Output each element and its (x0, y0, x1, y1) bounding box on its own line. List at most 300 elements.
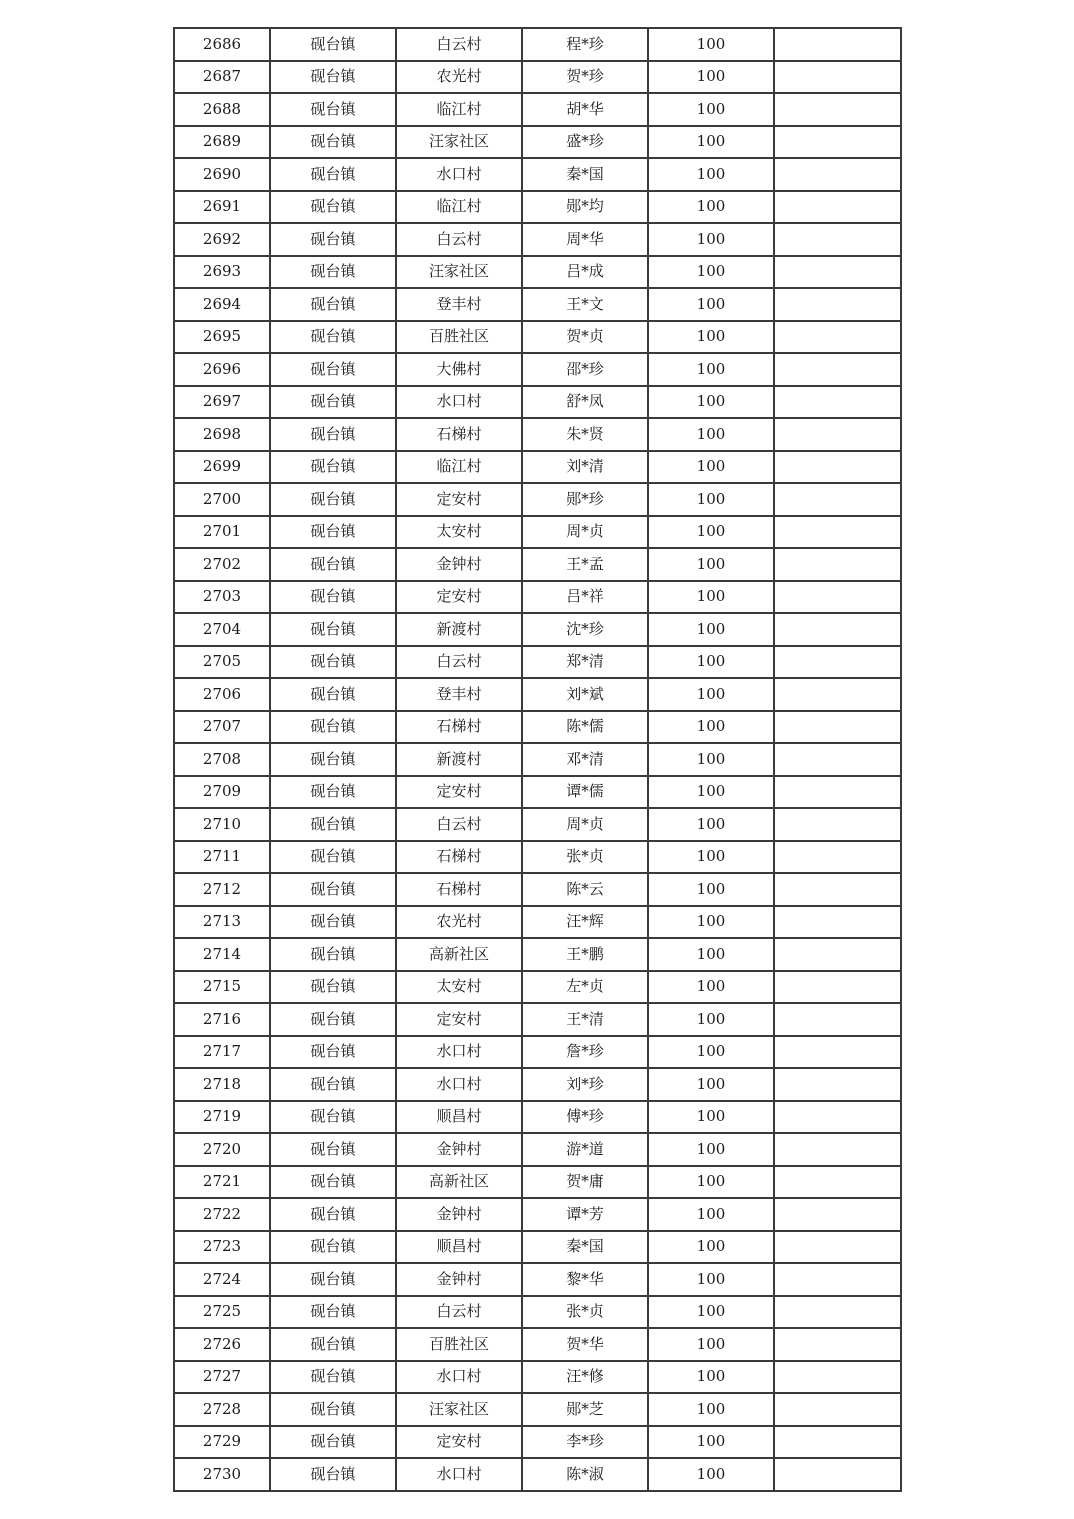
cell-amount: 100 (648, 1003, 774, 1036)
cell-town: 砚台镇 (270, 61, 396, 94)
cell-serial-number: 2713 (174, 906, 270, 939)
cell-remark (774, 1133, 901, 1166)
table-row (174, 678, 901, 711)
cell-village: 顺昌村 (396, 1231, 522, 1264)
cell-person-name: 陈*云 (522, 873, 648, 906)
table-row (174, 28, 901, 61)
table-row (174, 256, 901, 289)
cell-town: 砚台镇 (270, 1036, 396, 1069)
cell-town: 砚台镇 (270, 873, 396, 906)
cell-amount: 100 (648, 1101, 774, 1134)
cell-village: 新渡村 (396, 613, 522, 646)
cell-remark (774, 548, 901, 581)
cell-town: 砚台镇 (270, 288, 396, 321)
table-row (174, 516, 901, 549)
cell-serial-number: 2716 (174, 1003, 270, 1036)
cell-village: 石梯村 (396, 418, 522, 451)
cell-remark (774, 1458, 901, 1491)
cell-person-name: 汪*修 (522, 1361, 648, 1394)
cell-person-name: 贺*华 (522, 1328, 648, 1361)
table-row (174, 451, 901, 484)
table-row (174, 223, 901, 256)
cell-amount: 100 (648, 1198, 774, 1231)
cell-serial-number: 2712 (174, 873, 270, 906)
cell-town: 砚台镇 (270, 808, 396, 841)
cell-remark (774, 288, 901, 321)
table-row (174, 288, 901, 321)
cell-remark (774, 906, 901, 939)
cell-person-name: 李*珍 (522, 1426, 648, 1459)
cell-person-name: 沈*珍 (522, 613, 648, 646)
cell-remark (774, 678, 901, 711)
table-row (174, 873, 901, 906)
cell-remark (774, 938, 901, 971)
cell-town: 砚台镇 (270, 1101, 396, 1134)
cell-village: 白云村 (396, 808, 522, 841)
cell-serial-number: 2708 (174, 743, 270, 776)
cell-amount: 100 (648, 646, 774, 679)
cell-remark (774, 353, 901, 386)
cell-town: 砚台镇 (270, 1296, 396, 1329)
cell-village: 水口村 (396, 386, 522, 419)
cell-village: 百胜社区 (396, 321, 522, 354)
cell-person-name: 左*贞 (522, 971, 648, 1004)
cell-town: 砚台镇 (270, 126, 396, 159)
cell-serial-number: 2695 (174, 321, 270, 354)
cell-person-name: 刘*清 (522, 451, 648, 484)
cell-amount: 100 (648, 418, 774, 451)
table-row (174, 971, 901, 1004)
table-row (174, 776, 901, 809)
table-row (174, 126, 901, 159)
table-body (174, 28, 901, 1491)
cell-town: 砚台镇 (270, 451, 396, 484)
cell-amount: 100 (648, 1036, 774, 1069)
cell-village: 金钟村 (396, 1263, 522, 1296)
cell-village: 高新社区 (396, 1166, 522, 1199)
cell-remark (774, 1361, 901, 1394)
table-row (174, 938, 901, 971)
cell-town: 砚台镇 (270, 28, 396, 61)
cell-serial-number: 2687 (174, 61, 270, 94)
table-row (174, 581, 901, 614)
table-row (174, 841, 901, 874)
cell-serial-number: 2694 (174, 288, 270, 321)
cell-serial-number: 2686 (174, 28, 270, 61)
cell-remark (774, 1296, 901, 1329)
cell-serial-number: 2709 (174, 776, 270, 809)
cell-person-name: 贺*贞 (522, 321, 648, 354)
cell-person-name: 周*贞 (522, 516, 648, 549)
cell-remark (774, 61, 901, 94)
cell-village: 定安村 (396, 1003, 522, 1036)
cell-amount: 100 (648, 938, 774, 971)
cell-amount: 100 (648, 678, 774, 711)
cell-village: 登丰村 (396, 678, 522, 711)
cell-serial-number: 2726 (174, 1328, 270, 1361)
cell-town: 砚台镇 (270, 1166, 396, 1199)
cell-village: 石梯村 (396, 841, 522, 874)
cell-town: 砚台镇 (270, 971, 396, 1004)
cell-amount: 100 (648, 1166, 774, 1199)
cell-village: 石梯村 (396, 711, 522, 744)
cell-person-name: 秦*国 (522, 1231, 648, 1264)
cell-remark (774, 1231, 901, 1264)
cell-village: 金钟村 (396, 1198, 522, 1231)
cell-serial-number: 2724 (174, 1263, 270, 1296)
cell-serial-number: 2721 (174, 1166, 270, 1199)
table-row (174, 711, 901, 744)
cell-remark (774, 126, 901, 159)
cell-serial-number: 2714 (174, 938, 270, 971)
cell-town: 砚台镇 (270, 1263, 396, 1296)
cell-amount: 100 (648, 711, 774, 744)
cell-village: 农光村 (396, 61, 522, 94)
cell-town: 砚台镇 (270, 906, 396, 939)
cell-person-name: 张*贞 (522, 1296, 648, 1329)
table-row (174, 1393, 901, 1426)
cell-serial-number: 2720 (174, 1133, 270, 1166)
cell-serial-number: 2691 (174, 191, 270, 224)
cell-remark (774, 613, 901, 646)
table-row (174, 418, 901, 451)
cell-serial-number: 2728 (174, 1393, 270, 1426)
cell-remark (774, 971, 901, 1004)
cell-remark (774, 1328, 901, 1361)
cell-person-name: 王*鹏 (522, 938, 648, 971)
cell-person-name: 秦*国 (522, 158, 648, 191)
table-row (174, 158, 901, 191)
table-row (174, 483, 901, 516)
cell-remark (774, 776, 901, 809)
cell-serial-number: 2710 (174, 808, 270, 841)
cell-town: 砚台镇 (270, 1068, 396, 1101)
cell-amount: 100 (648, 516, 774, 549)
cell-town: 砚台镇 (270, 386, 396, 419)
cell-village: 登丰村 (396, 288, 522, 321)
cell-amount: 100 (648, 191, 774, 224)
cell-person-name: 周*贞 (522, 808, 648, 841)
cell-village: 高新社区 (396, 938, 522, 971)
cell-serial-number: 2704 (174, 613, 270, 646)
cell-amount: 100 (648, 1263, 774, 1296)
cell-remark (774, 418, 901, 451)
cell-serial-number: 2715 (174, 971, 270, 1004)
cell-serial-number: 2698 (174, 418, 270, 451)
cell-person-name: 郑*清 (522, 646, 648, 679)
cell-town: 砚台镇 (270, 93, 396, 126)
cell-serial-number: 2723 (174, 1231, 270, 1264)
cell-amount: 100 (648, 1393, 774, 1426)
cell-village: 金钟村 (396, 1133, 522, 1166)
cell-amount: 100 (648, 1231, 774, 1264)
cell-village: 白云村 (396, 223, 522, 256)
cell-town: 砚台镇 (270, 256, 396, 289)
cell-serial-number: 2725 (174, 1296, 270, 1329)
cell-serial-number: 2719 (174, 1101, 270, 1134)
cell-person-name: 邵*珍 (522, 353, 648, 386)
cell-amount: 100 (648, 1426, 774, 1459)
cell-person-name: 谭*儒 (522, 776, 648, 809)
cell-person-name: 贺*珍 (522, 61, 648, 94)
cell-person-name: 吕*祥 (522, 581, 648, 614)
cell-village: 定安村 (396, 1426, 522, 1459)
cell-serial-number: 2693 (174, 256, 270, 289)
cell-town: 砚台镇 (270, 711, 396, 744)
table-row (174, 61, 901, 94)
cell-town: 砚台镇 (270, 1133, 396, 1166)
cell-town: 砚台镇 (270, 743, 396, 776)
cell-remark (774, 93, 901, 126)
cell-village: 定安村 (396, 581, 522, 614)
cell-amount: 100 (648, 906, 774, 939)
cell-remark (774, 808, 901, 841)
cell-village: 新渡村 (396, 743, 522, 776)
cell-person-name: 汪*辉 (522, 906, 648, 939)
cell-town: 砚台镇 (270, 483, 396, 516)
table-row (174, 1263, 901, 1296)
cell-town: 砚台镇 (270, 1458, 396, 1491)
cell-person-name: 傅*珍 (522, 1101, 648, 1134)
cell-person-name: 郧*均 (522, 191, 648, 224)
cell-remark (774, 28, 901, 61)
cell-village: 顺昌村 (396, 1101, 522, 1134)
cell-remark (774, 386, 901, 419)
cell-person-name: 朱*贤 (522, 418, 648, 451)
cell-person-name: 邓*清 (522, 743, 648, 776)
table-row (174, 1231, 901, 1264)
cell-person-name: 张*贞 (522, 841, 648, 874)
table-row (174, 1198, 901, 1231)
cell-amount: 100 (648, 353, 774, 386)
cell-amount: 100 (648, 808, 774, 841)
cell-serial-number: 2705 (174, 646, 270, 679)
cell-amount: 100 (648, 1458, 774, 1491)
cell-person-name: 郧*珍 (522, 483, 648, 516)
table-row (174, 1068, 901, 1101)
cell-remark (774, 743, 901, 776)
cell-person-name: 刘*珍 (522, 1068, 648, 1101)
cell-serial-number: 2729 (174, 1426, 270, 1459)
cell-village: 定安村 (396, 776, 522, 809)
table-row (174, 548, 901, 581)
cell-serial-number: 2690 (174, 158, 270, 191)
table-row (174, 1133, 901, 1166)
cell-serial-number: 2700 (174, 483, 270, 516)
cell-town: 砚台镇 (270, 1003, 396, 1036)
table-row (174, 1426, 901, 1459)
cell-person-name: 吕*成 (522, 256, 648, 289)
table-row (174, 353, 901, 386)
cell-remark (774, 1198, 901, 1231)
cell-village: 白云村 (396, 1296, 522, 1329)
cell-serial-number: 2692 (174, 223, 270, 256)
cell-serial-number: 2702 (174, 548, 270, 581)
cell-amount: 100 (648, 1361, 774, 1394)
cell-village: 大佛村 (396, 353, 522, 386)
cell-town: 砚台镇 (270, 776, 396, 809)
cell-serial-number: 2697 (174, 386, 270, 419)
cell-remark (774, 873, 901, 906)
cell-person-name: 刘*斌 (522, 678, 648, 711)
cell-serial-number: 2689 (174, 126, 270, 159)
table-row (174, 808, 901, 841)
cell-remark (774, 158, 901, 191)
cell-remark (774, 191, 901, 224)
cell-village: 水口村 (396, 1361, 522, 1394)
cell-person-name: 游*道 (522, 1133, 648, 1166)
cell-town: 砚台镇 (270, 938, 396, 971)
table-row (174, 613, 901, 646)
cell-remark (774, 841, 901, 874)
cell-village: 太安村 (396, 516, 522, 549)
cell-village: 临江村 (396, 93, 522, 126)
cell-remark (774, 581, 901, 614)
cell-amount: 100 (648, 483, 774, 516)
cell-amount: 100 (648, 386, 774, 419)
cell-person-name: 郧*芝 (522, 1393, 648, 1426)
cell-remark (774, 483, 901, 516)
table-row (174, 1036, 901, 1069)
cell-serial-number: 2701 (174, 516, 270, 549)
cell-village: 水口村 (396, 158, 522, 191)
cell-remark (774, 256, 901, 289)
cell-serial-number: 2727 (174, 1361, 270, 1394)
cell-town: 砚台镇 (270, 841, 396, 874)
cell-amount: 100 (648, 841, 774, 874)
cell-village: 临江村 (396, 191, 522, 224)
cell-town: 砚台镇 (270, 1198, 396, 1231)
cell-amount: 100 (648, 548, 774, 581)
cell-person-name: 黎*华 (522, 1263, 648, 1296)
cell-remark (774, 711, 901, 744)
cell-remark (774, 1003, 901, 1036)
cell-amount: 100 (648, 613, 774, 646)
cell-village: 白云村 (396, 646, 522, 679)
cell-person-name: 舒*凤 (522, 386, 648, 419)
cell-village: 太安村 (396, 971, 522, 1004)
table-row (174, 191, 901, 224)
table-row (174, 1361, 901, 1394)
cell-person-name: 詹*珍 (522, 1036, 648, 1069)
cell-amount: 100 (648, 581, 774, 614)
cell-person-name: 王*文 (522, 288, 648, 321)
cell-serial-number: 2718 (174, 1068, 270, 1101)
table-row (174, 1101, 901, 1134)
cell-village: 百胜社区 (396, 1328, 522, 1361)
table-row (174, 906, 901, 939)
cell-person-name: 程*珍 (522, 28, 648, 61)
cell-amount: 100 (648, 971, 774, 1004)
cell-amount: 100 (648, 1296, 774, 1329)
table-row (174, 646, 901, 679)
cell-village: 汪家社区 (396, 126, 522, 159)
cell-serial-number: 2730 (174, 1458, 270, 1491)
table-row (174, 743, 901, 776)
table-row (174, 386, 901, 419)
cell-remark (774, 1166, 901, 1199)
cell-serial-number: 2696 (174, 353, 270, 386)
cell-town: 砚台镇 (270, 1361, 396, 1394)
cell-amount: 100 (648, 256, 774, 289)
cell-person-name: 胡*华 (522, 93, 648, 126)
cell-village: 临江村 (396, 451, 522, 484)
cell-amount: 100 (648, 288, 774, 321)
cell-person-name: 谭*芳 (522, 1198, 648, 1231)
cell-town: 砚台镇 (270, 191, 396, 224)
cell-person-name: 王*孟 (522, 548, 648, 581)
cell-town: 砚台镇 (270, 1426, 396, 1459)
cell-town: 砚台镇 (270, 646, 396, 679)
cell-remark (774, 451, 901, 484)
cell-amount: 100 (648, 873, 774, 906)
cell-town: 砚台镇 (270, 613, 396, 646)
cell-town: 砚台镇 (270, 1328, 396, 1361)
cell-amount: 100 (648, 126, 774, 159)
cell-remark (774, 321, 901, 354)
cell-amount: 100 (648, 93, 774, 126)
cell-amount: 100 (648, 223, 774, 256)
cell-town: 砚台镇 (270, 581, 396, 614)
cell-serial-number: 2717 (174, 1036, 270, 1069)
cell-village: 石梯村 (396, 873, 522, 906)
cell-village: 水口村 (396, 1458, 522, 1491)
cell-amount: 100 (648, 776, 774, 809)
cell-remark (774, 1101, 901, 1134)
cell-serial-number: 2706 (174, 678, 270, 711)
cell-amount: 100 (648, 743, 774, 776)
table-row (174, 93, 901, 126)
cell-village: 金钟村 (396, 548, 522, 581)
cell-remark (774, 1263, 901, 1296)
cell-town: 砚台镇 (270, 321, 396, 354)
cell-remark (774, 1426, 901, 1459)
cell-town: 砚台镇 (270, 1231, 396, 1264)
cell-village: 汪家社区 (396, 1393, 522, 1426)
cell-town: 砚台镇 (270, 158, 396, 191)
cell-amount: 100 (648, 1133, 774, 1166)
cell-remark (774, 223, 901, 256)
cell-person-name: 陈*淑 (522, 1458, 648, 1491)
cell-serial-number: 2699 (174, 451, 270, 484)
cell-person-name: 贺*庸 (522, 1166, 648, 1199)
cell-remark (774, 1393, 901, 1426)
cell-town: 砚台镇 (270, 223, 396, 256)
table-row (174, 1166, 901, 1199)
cell-serial-number: 2711 (174, 841, 270, 874)
cell-amount: 100 (648, 158, 774, 191)
table-row (174, 1003, 901, 1036)
cell-village: 汪家社区 (396, 256, 522, 289)
cell-amount: 100 (648, 61, 774, 94)
cell-town: 砚台镇 (270, 418, 396, 451)
cell-village: 白云村 (396, 28, 522, 61)
table-row (174, 1296, 901, 1329)
cell-person-name: 王*清 (522, 1003, 648, 1036)
cell-village: 定安村 (396, 483, 522, 516)
cell-amount: 100 (648, 451, 774, 484)
table-row (174, 1328, 901, 1361)
cell-amount: 100 (648, 1328, 774, 1361)
cell-remark (774, 1036, 901, 1069)
cell-village: 水口村 (396, 1068, 522, 1101)
cell-serial-number: 2703 (174, 581, 270, 614)
cell-remark (774, 1068, 901, 1101)
cell-person-name: 盛*珍 (522, 126, 648, 159)
cell-town: 砚台镇 (270, 353, 396, 386)
table-row (174, 321, 901, 354)
cell-person-name: 周*华 (522, 223, 648, 256)
